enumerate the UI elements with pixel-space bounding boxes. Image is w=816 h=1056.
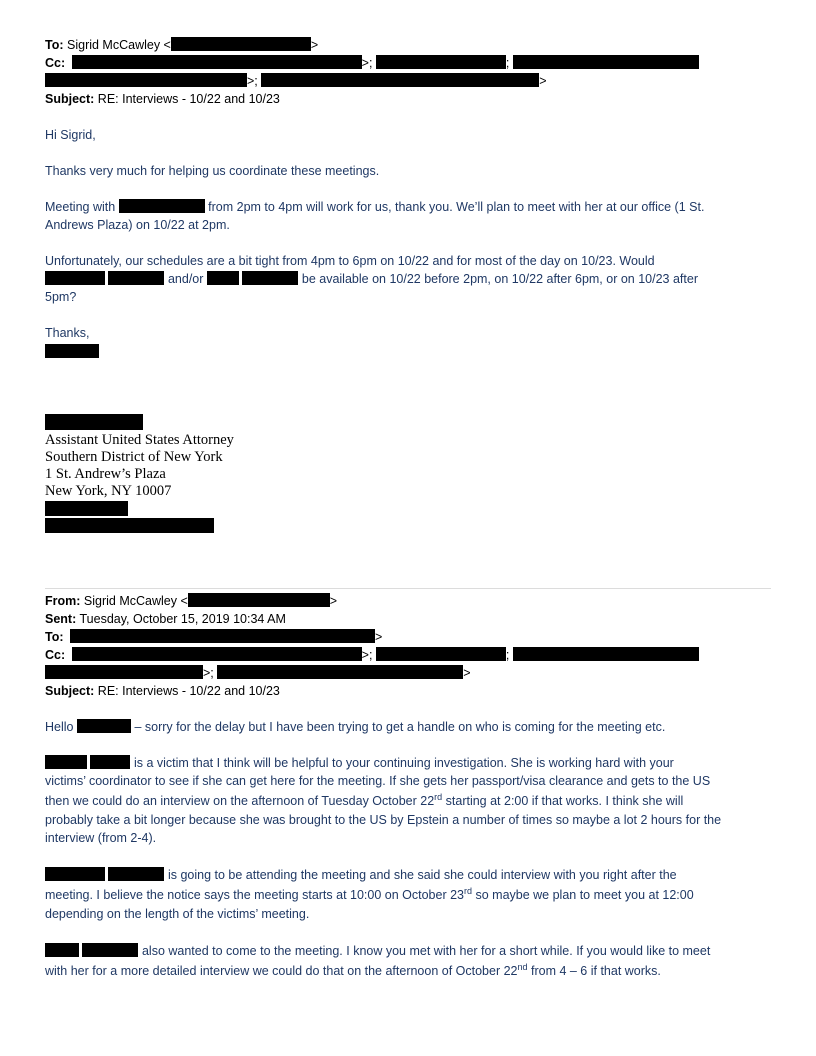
redaction bbox=[119, 199, 205, 213]
email2-cc-line: Cc: >; ; bbox=[45, 646, 699, 664]
redaction bbox=[217, 665, 463, 679]
email2-sent-line bbox=[45, 610, 286, 628]
redaction bbox=[45, 518, 214, 533]
cc-label: Cc: bbox=[45, 648, 66, 662]
body-paragraph: Thanks very much for helping us coordinate these meetings. bbox=[45, 164, 380, 178]
body-paragraph: interview (from 2-4). bbox=[45, 831, 157, 845]
redaction bbox=[45, 665, 203, 679]
body-paragraph bbox=[45, 942, 710, 960]
text: with her for a more detailed interview we could do that on the afternoon of October 22 bbox=[45, 964, 518, 978]
body-paragraph bbox=[45, 198, 704, 216]
redaction bbox=[376, 647, 506, 661]
to-label: To: bbox=[45, 38, 64, 52]
redaction bbox=[45, 755, 87, 769]
text: also wanted to come to the meeting. I know you met with her for a short while. If you would like to meet bbox=[141, 944, 711, 958]
email1-subject-line bbox=[45, 90, 280, 108]
sent-label: Sent: bbox=[45, 612, 77, 626]
redaction bbox=[171, 37, 311, 51]
redaction bbox=[108, 271, 164, 285]
redaction bbox=[513, 647, 699, 661]
body-paragraph bbox=[45, 866, 677, 884]
redaction bbox=[261, 73, 539, 87]
body-paragraph bbox=[45, 270, 698, 288]
body-paragraph bbox=[45, 792, 683, 810]
superscript: rd bbox=[434, 791, 443, 802]
to-label: To: bbox=[45, 630, 64, 644]
sig-office: Southern District of New York bbox=[45, 449, 223, 465]
superscript: nd bbox=[517, 961, 528, 972]
email1-cc-line-2: >; > bbox=[45, 72, 547, 90]
closing: Thanks, bbox=[45, 326, 90, 340]
body-paragraph bbox=[45, 962, 661, 980]
from-label: From: bbox=[45, 594, 81, 608]
subject-label: Subject: bbox=[45, 684, 95, 698]
sig-address: 1 St. Andrew’s Plaza bbox=[45, 466, 166, 482]
body-paragraph bbox=[45, 754, 674, 772]
redaction bbox=[207, 271, 239, 285]
redaction bbox=[45, 271, 105, 285]
redaction bbox=[376, 55, 506, 69]
text: is a victim that I think will be helpful to your continuing investigation. She is working hard with your bbox=[133, 756, 674, 770]
body-paragraph: Andrews Plaza) on 10/22 at 2pm. bbox=[45, 218, 230, 232]
body-paragraph: victims’ coordinator to see if she can get here for the meeting. If she gets her passport/visa clearance and gets to the US bbox=[45, 774, 711, 788]
text: starting at 2:00 if that works. I think she will bbox=[442, 794, 684, 808]
redaction bbox=[45, 73, 247, 87]
redaction bbox=[70, 629, 375, 643]
text: Hello bbox=[45, 720, 74, 734]
redaction bbox=[188, 593, 330, 607]
body-paragraph: depending on the length of the victims’ meeting. bbox=[45, 907, 310, 921]
email1-to-line: To: Sigrid McCawley < > bbox=[45, 38, 319, 52]
redaction bbox=[242, 271, 298, 285]
email2-cc-line-2: >; > bbox=[45, 664, 471, 682]
redaction bbox=[72, 55, 362, 69]
divider bbox=[45, 588, 771, 589]
email2-to-line: To: > bbox=[45, 630, 383, 644]
body-paragraph: 5pm? bbox=[45, 290, 77, 304]
redaction bbox=[45, 414, 143, 430]
redaction bbox=[45, 501, 128, 516]
body-paragraph bbox=[45, 886, 694, 904]
redaction bbox=[45, 867, 105, 881]
text: meeting. I believe the notice says the meeting starts at 10:00 on October 23 bbox=[45, 888, 464, 902]
email2-subject-line bbox=[45, 682, 280, 700]
text: is going to be attending the meeting and she said she could interview with you right after the bbox=[167, 868, 677, 882]
cc-label: Cc: bbox=[45, 56, 66, 70]
text: then we could do an interview on the afternoon of Tuesday October 22 bbox=[45, 794, 435, 808]
superscript: rd bbox=[464, 885, 473, 896]
email2-from-line: From: Sigrid McCawley < > bbox=[45, 594, 338, 608]
from-name: Sigrid McCawley < bbox=[83, 594, 188, 608]
redaction bbox=[82, 943, 138, 957]
subject-text: RE: Interviews - 10/22 and 10/23 bbox=[97, 92, 280, 106]
redaction bbox=[90, 755, 130, 769]
text: – sorry for the delay but I have been trying to get a handle on who is coming for the meeting etc. bbox=[134, 720, 666, 734]
redaction bbox=[45, 943, 79, 957]
text: be available on 10/22 before 2pm, on 10/22 after 6pm, or on 10/23 after bbox=[301, 272, 698, 286]
text: so maybe we plan to meet you at 12:00 bbox=[472, 888, 694, 902]
redaction bbox=[513, 55, 699, 69]
text: Meeting with bbox=[45, 200, 116, 214]
text: from 2pm to 4pm will work for us, thank you. We’ll plan to meet with her at our office (1 St. bbox=[208, 200, 705, 214]
body-paragraph: probably take a bit longer because she was brought to the US by Epstein a number of times so maybe a lot 2 hours for the bbox=[45, 813, 722, 827]
body-paragraph: Unfortunately, our schedules are a bit tight from 4pm to 6pm on 10/22 and for most of the day on 10/23. Would bbox=[45, 254, 655, 268]
sig-title: Assistant United States Attorney bbox=[45, 432, 234, 448]
redaction bbox=[72, 647, 362, 661]
redaction bbox=[108, 867, 164, 881]
sig-address: New York, NY 10007 bbox=[45, 483, 172, 499]
redaction bbox=[45, 344, 99, 358]
text: and/or bbox=[167, 272, 204, 286]
greeting: Hi Sigrid, bbox=[45, 128, 96, 142]
email1-cc-line: Cc: >; ; bbox=[45, 54, 699, 72]
subject-label: Subject: bbox=[45, 92, 95, 106]
to-name: Sigrid McCawley < bbox=[67, 38, 171, 52]
body-paragraph bbox=[45, 718, 665, 736]
redaction bbox=[77, 719, 131, 733]
sent-date: Tuesday, October 15, 2019 10:34 AM bbox=[79, 612, 286, 626]
text: from 4 – 6 if that works. bbox=[527, 964, 661, 978]
subject-text: RE: Interviews - 10/22 and 10/23 bbox=[97, 684, 280, 698]
